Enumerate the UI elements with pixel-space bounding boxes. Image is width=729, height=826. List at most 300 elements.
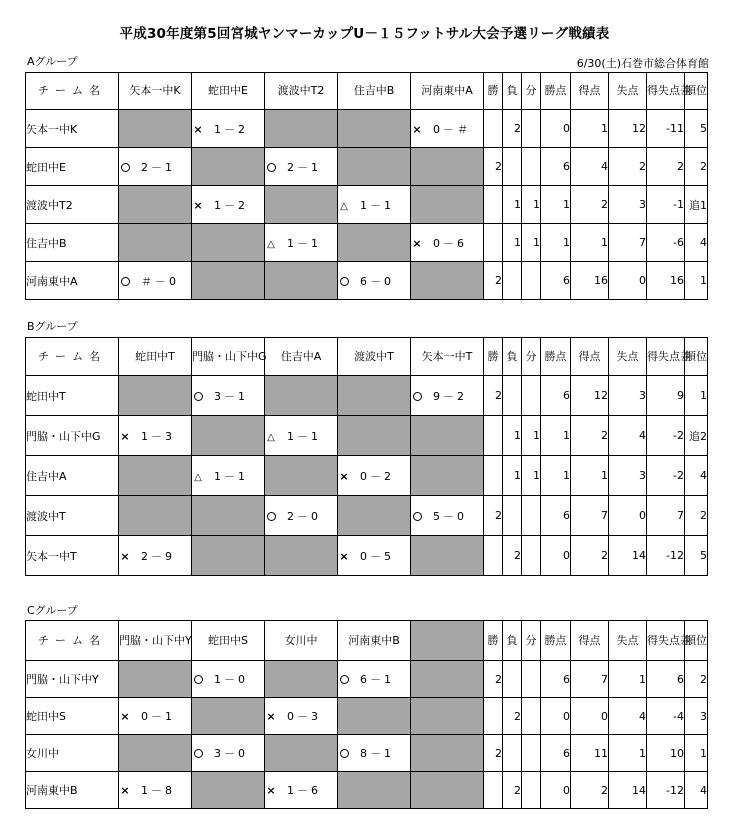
loss-cross-icon: × (412, 122, 422, 136)
opponent-column-header: 河南東中B (338, 621, 411, 661)
header-row (26, 73, 708, 110)
match-result-cell (192, 110, 265, 148)
goal-diff-value: -12 (647, 536, 685, 576)
loss-cross-icon: × (193, 198, 203, 212)
empty-match-cell (119, 186, 192, 224)
opponent-column-header: 門脇・山下中Y (119, 621, 192, 661)
match-score: 1－6 (287, 784, 321, 797)
match-score: 6－1 (360, 673, 394, 686)
venue-date: 6/30(土)石巻市総合体育館 (576, 57, 709, 70)
loss-cross-icon: × (339, 549, 349, 563)
match-score: 1－3 (141, 429, 175, 443)
wins-value: 2 (484, 262, 503, 300)
empty-match-cell (411, 772, 484, 809)
wins-value: 2 (484, 661, 503, 698)
match-score: 1－8 (141, 784, 175, 797)
header-row (26, 338, 708, 376)
match-result-cell (411, 110, 484, 148)
match-result-cell (192, 456, 265, 496)
loss-cross-icon: × (120, 549, 130, 563)
points-value: 0 (541, 110, 571, 148)
match-result-cell (265, 698, 338, 735)
goals-for-value: 1 (571, 110, 609, 148)
match-result-cell (119, 772, 192, 809)
empty-match-cell (265, 110, 338, 148)
match-score: 0－3 (287, 710, 321, 723)
match-result-cell (411, 496, 484, 536)
match-score: 1－2 (214, 122, 248, 136)
match-result-cell (338, 735, 411, 772)
draws-value (522, 661, 541, 698)
win-circle-icon (338, 275, 350, 288)
losses-value: 2 (503, 536, 522, 576)
match-score: 1－1 (287, 236, 321, 250)
goal-diff-value: -4 (647, 698, 685, 735)
match-result-cell (265, 496, 338, 536)
wins-header: 勝 (484, 73, 503, 110)
team-row (26, 186, 708, 224)
opponent-column-header: 住吉中B (338, 73, 411, 110)
match-result-cell (411, 224, 484, 262)
team-row (26, 262, 708, 300)
rank-value: 1 (685, 735, 708, 772)
win-circle-icon (192, 390, 204, 403)
points-value: 0 (541, 772, 571, 809)
empty-match-cell (265, 262, 338, 300)
goal-diff-value: 6 (647, 661, 685, 698)
empty-match-cell (411, 661, 484, 698)
losses-value (503, 735, 522, 772)
goal-diff-value: 9 (647, 376, 685, 416)
team-row (26, 698, 708, 735)
match-result-cell (192, 376, 265, 416)
team-row (26, 735, 708, 772)
goals-against-value: 1 (609, 735, 647, 772)
match-result-cell (192, 735, 265, 772)
team-row (26, 376, 708, 416)
losses-value: 1 (503, 186, 522, 224)
goals-against-value: 14 (609, 772, 647, 809)
points-value: 6 (541, 376, 571, 416)
goals-for-header: 得点 (571, 621, 609, 661)
opponent-column-header: 蛇田中E (192, 73, 265, 110)
rank-header: 順位 (685, 73, 708, 110)
team-name: 矢本一中T (26, 536, 119, 576)
draws-value: 1 (522, 186, 541, 224)
draws-value (522, 148, 541, 186)
wins-value (484, 456, 503, 496)
goals-against-value: 3 (609, 456, 647, 496)
losses-value (503, 262, 522, 300)
draws-value (522, 376, 541, 416)
match-result-cell (119, 148, 192, 186)
empty-match-cell (119, 735, 192, 772)
match-score: 6－0 (360, 274, 394, 288)
draws-value (522, 772, 541, 809)
empty-match-cell (265, 456, 338, 496)
points-value: 6 (541, 496, 571, 536)
match-score: 0－6 (433, 236, 467, 250)
wins-value (484, 536, 503, 576)
empty-match-cell (411, 536, 484, 576)
match-score: 1－0 (214, 673, 248, 686)
empty-match-cell (265, 661, 338, 698)
group-label: Aグループ (27, 55, 78, 68)
match-result-cell (192, 186, 265, 224)
empty-match-cell (192, 772, 265, 809)
points-value: 1 (541, 186, 571, 224)
goals-for-value: 2 (571, 772, 609, 809)
empty-match-cell (265, 376, 338, 416)
rank-value: 2 (685, 496, 708, 536)
wins-value: 2 (484, 148, 503, 186)
losses-value: 1 (503, 224, 522, 262)
draws-header: 分 (522, 621, 541, 661)
match-result-cell (119, 416, 192, 456)
rank-header: 順位 (685, 338, 708, 376)
losses-header: 負 (503, 621, 522, 661)
rank-value: 1 (685, 376, 708, 416)
points-value: 1 (541, 416, 571, 456)
goals-against-value: 3 (609, 376, 647, 416)
team-row (26, 772, 708, 809)
match-score: 1－1 (360, 198, 394, 212)
points-header: 勝点 (541, 73, 571, 110)
goals-against-value: 1 (609, 661, 647, 698)
empty-match-cell (192, 262, 265, 300)
goal-diff-value: -2 (647, 456, 685, 496)
goal-diff-value: 7 (647, 496, 685, 536)
page-title: 平成30年度第5回宮城ヤンマーカップU－１５フットサル大会予選リーグ戦績表 (119, 26, 610, 42)
empty-match-cell (411, 456, 484, 496)
opponent-column-header: 住吉中A (265, 338, 338, 376)
team-name: 蛇田中S (26, 698, 119, 735)
wins-value (484, 416, 503, 456)
points-value: 6 (541, 735, 571, 772)
goals-against-value: 0 (609, 496, 647, 536)
rank-value: 5 (685, 110, 708, 148)
goals-for-value: 4 (571, 148, 609, 186)
empty-match-cell (192, 416, 265, 456)
goals-against-value: 7 (609, 224, 647, 262)
goal-diff-value: -6 (647, 224, 685, 262)
points-header: 勝点 (541, 338, 571, 376)
goal-diff-header: 得失点差 (647, 621, 685, 661)
points-value: 0 (541, 536, 571, 576)
draws-value (522, 262, 541, 300)
match-score: 1－2 (214, 198, 248, 212)
match-result-cell (411, 376, 484, 416)
losses-value: 1 (503, 416, 522, 456)
draws-value (522, 496, 541, 536)
empty-match-cell (119, 110, 192, 148)
rank-value: 追1 (685, 186, 708, 224)
win-circle-icon (411, 390, 423, 403)
match-result-cell (265, 224, 338, 262)
goal-diff-header: 得失点差 (647, 338, 685, 376)
goals-for-header: 得点 (571, 73, 609, 110)
empty-match-cell (119, 224, 192, 262)
losses-header: 負 (503, 73, 522, 110)
match-score: 2－0 (287, 509, 321, 523)
match-result-cell (338, 456, 411, 496)
opponent-column-header: 女川中 (265, 621, 338, 661)
match-score: 1－1 (287, 429, 321, 443)
team-row (26, 456, 708, 496)
points-value: 6 (541, 661, 571, 698)
team-name: 門脇・山下中Y (26, 661, 119, 698)
empty-match-cell (192, 698, 265, 735)
wins-value: 2 (484, 735, 503, 772)
group-label: Bグループ (27, 320, 78, 333)
rank-value: 3 (685, 698, 708, 735)
match-result-cell (192, 661, 265, 698)
losses-value (503, 496, 522, 536)
match-score: 5－0 (433, 509, 467, 523)
goals-for-value: 0 (571, 698, 609, 735)
team-name: 門脇・山下中G (26, 416, 119, 456)
team-name: 蛇田中E (26, 148, 119, 186)
match-result-cell (265, 772, 338, 809)
opponent-column-header: 蛇田中S (192, 621, 265, 661)
rank-value: 4 (685, 456, 708, 496)
team-name: 矢本一中K (26, 110, 119, 148)
empty-match-cell (192, 496, 265, 536)
goals-for-value: 16 (571, 262, 609, 300)
goals-against-header: 失点 (609, 73, 647, 110)
loss-cross-icon: × (339, 469, 349, 483)
points-value: 0 (541, 698, 571, 735)
empty-match-cell (119, 456, 192, 496)
team-name: 河南東中B (26, 772, 119, 809)
rank-value: 4 (685, 224, 708, 262)
match-score: 2－1 (141, 160, 175, 174)
goals-for-value: 1 (571, 456, 609, 496)
goals-for-value: 1 (571, 224, 609, 262)
rank-value: 5 (685, 536, 708, 576)
goals-for-value: 2 (571, 416, 609, 456)
wins-value (484, 110, 503, 148)
team-row (26, 416, 708, 456)
team-row (26, 496, 708, 536)
wins-header: 勝 (484, 621, 503, 661)
match-result-cell (338, 186, 411, 224)
wins-value (484, 224, 503, 262)
league-table (25, 337, 708, 576)
match-result-cell (119, 262, 192, 300)
empty-match-cell (265, 735, 338, 772)
match-score: 9－2 (433, 389, 467, 403)
wins-value (484, 772, 503, 809)
goal-diff-value: 2 (647, 148, 685, 186)
match-score: 2－9 (141, 549, 175, 563)
opponent-column-header: 蛇田中T (119, 338, 192, 376)
empty-match-cell (411, 262, 484, 300)
header-row (26, 621, 708, 661)
losses-value: 1 (503, 456, 522, 496)
match-score: 1－1 (214, 469, 248, 483)
goals-for-value: 11 (571, 735, 609, 772)
team-name: 住吉中A (26, 456, 119, 496)
goals-for-value: 7 (571, 661, 609, 698)
loss-cross-icon: × (266, 784, 276, 797)
opponent-column-header: 門脇・山下中G (192, 338, 265, 376)
team-column-header: チーム名 (26, 621, 119, 661)
goal-diff-value: -1 (647, 186, 685, 224)
empty-match-cell (338, 496, 411, 536)
wins-value (484, 698, 503, 735)
rank-value: 追2 (685, 416, 708, 456)
points-value: 6 (541, 262, 571, 300)
draws-value: 1 (522, 456, 541, 496)
group-label: Cグループ (27, 604, 78, 617)
goals-against-value: 0 (609, 262, 647, 300)
empty-match-cell (338, 224, 411, 262)
match-score: 8－1 (360, 747, 394, 760)
losses-value (503, 376, 522, 416)
draws-header: 分 (522, 338, 541, 376)
draw-triangle-icon: △ (267, 238, 275, 250)
goals-against-value: 4 (609, 698, 647, 735)
draw-triangle-icon: △ (267, 431, 275, 443)
goal-diff-value: -2 (647, 416, 685, 456)
opponent-column-header (411, 621, 484, 661)
goals-against-value: 3 (609, 186, 647, 224)
match-result-cell (119, 536, 192, 576)
losses-value: 2 (503, 772, 522, 809)
draws-value (522, 536, 541, 576)
team-name: 女川中 (26, 735, 119, 772)
empty-match-cell (265, 186, 338, 224)
points-value: 1 (541, 456, 571, 496)
match-score: 0－2 (360, 469, 394, 483)
team-name: 住吉中B (26, 224, 119, 262)
goals-for-value: 2 (571, 186, 609, 224)
empty-match-cell (265, 536, 338, 576)
rank-value: 2 (685, 148, 708, 186)
losses-value (503, 661, 522, 698)
goal-diff-value: 10 (647, 735, 685, 772)
goals-for-header: 得点 (571, 338, 609, 376)
wins-value (484, 186, 503, 224)
draws-value (522, 698, 541, 735)
empty-match-cell (119, 376, 192, 416)
goal-diff-header: 得失点差 (647, 73, 685, 110)
win-circle-icon (338, 673, 350, 686)
league-table (25, 620, 708, 809)
team-name: 河南東中A (26, 262, 119, 300)
goals-for-value: 12 (571, 376, 609, 416)
loss-cross-icon: × (412, 236, 422, 250)
team-name: 渡波中T2 (26, 186, 119, 224)
win-circle-icon (338, 747, 350, 760)
losses-header: 負 (503, 338, 522, 376)
match-result-cell (265, 148, 338, 186)
empty-match-cell (338, 376, 411, 416)
match-score: 0－＃ (433, 122, 471, 136)
win-circle-icon (265, 510, 277, 523)
team-row (26, 148, 708, 186)
empty-match-cell (338, 110, 411, 148)
wins-value: 2 (484, 376, 503, 416)
wins-value: 2 (484, 496, 503, 536)
empty-match-cell (192, 148, 265, 186)
match-result-cell (119, 698, 192, 735)
goals-for-value: 2 (571, 536, 609, 576)
empty-match-cell (192, 536, 265, 576)
win-circle-icon (119, 161, 131, 174)
empty-match-cell (192, 224, 265, 262)
empty-match-cell (411, 148, 484, 186)
team-row (26, 536, 708, 576)
league-table (25, 72, 708, 300)
goal-diff-value: -12 (647, 772, 685, 809)
draws-value: 1 (522, 224, 541, 262)
loss-cross-icon: × (193, 122, 203, 136)
rank-header: 順位 (685, 621, 708, 661)
opponent-column-header: 河南東中A (411, 73, 484, 110)
losses-value (503, 148, 522, 186)
opponent-column-header: 矢本一中K (119, 73, 192, 110)
empty-match-cell (411, 186, 484, 224)
match-result-cell (338, 536, 411, 576)
goals-against-value: 2 (609, 148, 647, 186)
team-name: 渡波中T (26, 496, 119, 536)
match-result-cell (338, 661, 411, 698)
opponent-column-header: 矢本一中T (411, 338, 484, 376)
win-circle-icon (265, 161, 277, 174)
match-score: ＃－0 (141, 274, 179, 288)
empty-match-cell (411, 416, 484, 456)
rank-value: 1 (685, 262, 708, 300)
points-value: 1 (541, 224, 571, 262)
win-circle-icon (119, 275, 131, 288)
team-column-header: チーム名 (26, 73, 119, 110)
goal-diff-value: -11 (647, 110, 685, 148)
match-score: 0－5 (360, 549, 394, 563)
loss-cross-icon: × (120, 710, 130, 723)
win-circle-icon (411, 510, 423, 523)
match-score: 3－1 (214, 389, 248, 403)
goals-against-header: 失点 (609, 338, 647, 376)
team-column-header: チーム名 (26, 338, 119, 376)
goals-against-value: 4 (609, 416, 647, 456)
points-value: 6 (541, 148, 571, 186)
opponent-column-header: 渡波中T2 (265, 73, 338, 110)
team-row (26, 661, 708, 698)
loss-cross-icon: × (266, 710, 276, 723)
empty-match-cell (338, 148, 411, 186)
win-circle-icon (192, 747, 204, 760)
opponent-column-header: 渡波中T (338, 338, 411, 376)
match-result-cell (265, 416, 338, 456)
loss-cross-icon: × (120, 784, 130, 797)
draw-triangle-icon: △ (194, 471, 202, 483)
loss-cross-icon: × (120, 429, 130, 443)
team-name: 蛇田中T (26, 376, 119, 416)
match-score: 2－1 (287, 160, 321, 174)
goals-against-value: 12 (609, 110, 647, 148)
goals-against-value: 14 (609, 536, 647, 576)
team-row (26, 224, 708, 262)
match-result-cell (338, 262, 411, 300)
empty-match-cell (338, 698, 411, 735)
empty-match-cell (338, 772, 411, 809)
draws-value (522, 110, 541, 148)
wins-header: 勝 (484, 338, 503, 376)
draws-header: 分 (522, 73, 541, 110)
empty-match-cell (338, 416, 411, 456)
